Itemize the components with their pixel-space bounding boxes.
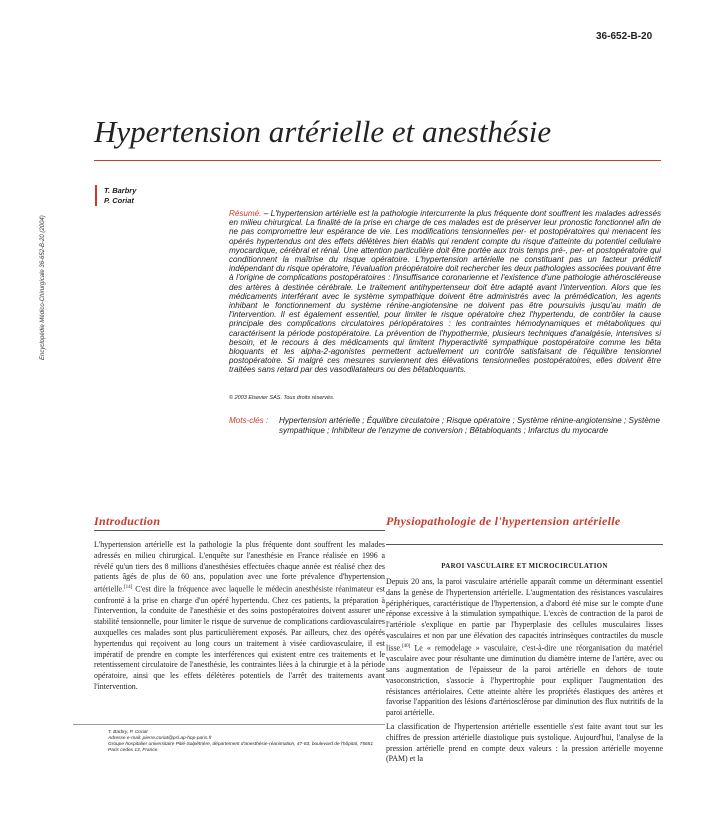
- intro-paragraph-1b: C'est dire la fréquence avec laquelle le médecin anesthésiste réanimateur est confronté à la prise en charge d'un opéré hypertendu. Chez ces patients, la préparation à l'intervention, la conduite de l'anesthésie et des soins postopératoires doivent assurer une stabilité tensionnelle, pour limiter le risque de survenue de complications cardiovasculaires auxquelles ces malades sont plus particulièrement exposés. Par ailleurs, chez des opérés hypertendus qui reçoivent au long cours un traitement à visée cardiovasculaire, il est impératif de prendre en compte les interférences qui existent entre ces traitements et le retentissement circulatoire de l'anesthésie, les contraintes liées à la chirurgie et à la période opératoire, ainsi que les effets délétères potentiels de l'arrêt des traitements avant l'intervention.: [94, 584, 385, 691]
- footnote: [108, 730, 383, 754]
- footnote-email: Adresse e-mail: pierre.coriat@psl.ap-hop-paris.fr: [108, 736, 212, 741]
- author-2: P. Coriat: [104, 196, 134, 205]
- physio-subhead: PAROI VASCULAIRE ET MICROCIRCULATION: [441, 563, 608, 570]
- physio-ref-40[interactable]: [40]: [402, 643, 411, 649]
- physio-paragraph-1b: Le « remodelage » vasculaire, c'est-à-dire une réorganisation du matériel vasculaire avec pour résultante une diminution du diamètre interne de l'artère, avec ou sans augmentation de l'épaisseur de la paroi artérielle en dehors de toute vasoconstriction, s'associe à l'hypertrophie pour expliquer l'augmentation des résistances artériolaires. Cette atteinte altère les propriétés élastiques des artères et favorise l'apparition des lésions d'artériosclérose par diminution des flux nutritifs de la paroi artérielle.: [386, 643, 663, 718]
- intro-ref-14[interactable]: [14]: [124, 585, 133, 591]
- journal-sidebar: Encyclopédie Médico-Chirurgicale 36-652-B-20 (2004): [40, 215, 46, 360]
- physio-paragraph-1: Depuis 20 ans, la paroi vasculaire artérielle apparaît comme un déterminant essentiel dans la genèse de l'hypertension artérielle. L'augmentation des résistances vasculaires périphériques, caractéristique de l'hypertension, a d'abord été mise sur le compte d'une réponse excessive à la stimulation sympathique. L'excès de contraction de la paroi de l'artériole s'explique en partie par l'hyperplasie des cellules musculaires lisses vasculaires et non par une élévation des capacités intrinsèques contractiles du muscle lisse.: [386, 577, 663, 653]
- abstract-label: Résumé.: [229, 209, 262, 218]
- author-1: T. Barbry: [104, 186, 137, 195]
- introduction-body: [94, 540, 385, 693]
- authors-bar: [95, 185, 97, 206]
- article-reference: 36-652-B-20: [596, 31, 653, 42]
- keywords-label: Mots-clés :: [229, 416, 269, 425]
- introduction-rule: [94, 530, 385, 531]
- physio-title: Physiopathologie de l'hypertension artérielle: [386, 514, 621, 528]
- physio-rule: [386, 544, 663, 545]
- authors: [104, 186, 136, 206]
- physio-body: [386, 577, 663, 765]
- abstract: [229, 209, 661, 375]
- article-title: Hypertension artérielle et anesthésie: [94, 114, 552, 149]
- keywords-text: Hypertension artérielle ; Équilibre circulatoire ; Risque opératoire ; Système rénine-angiotensine ; Système sympathique ; Inhibiteur de l'enzyme de conversion ; Bêtabloquants ; Infarctus du myocarde: [279, 416, 661, 435]
- title-rule: [94, 160, 661, 161]
- physio-paragraph-2: La classification de l'hypertension artérielle essentielle s'est faite avant tout sur les chiffres de pression artérielle diastolique puis systolique. Aujourd'hui, l'analyse de la pression artérielle prend en compte deux valeurs : la pression artérielle moyenne (PAM) et la: [386, 721, 663, 764]
- copyright: © 2003 Elsevier SAS. Tous droits réservés.: [229, 395, 335, 401]
- footnote-rule: [73, 724, 385, 725]
- keywords: [229, 416, 661, 436]
- footnote-address: Groupe hospitalier universitaire Pitié-Salpêtrière, département d'anesthésie-réanimation, 47-83, boulevard de l'hôpital, 75651 Paris cedex 13, France.: [108, 742, 374, 753]
- introduction-title: Introduction: [94, 514, 161, 528]
- abstract-text: – L'hypertension artérielle est la pathologie intercurrente la plus fréquente dont souffrent les malades adressés en milieu chirurgical. La finalité de la prise en charge de ces malades est de préserver leur pronostic fonctionnel afin de ne pas compromettre leur espérance de vie. Les modifications tensionnelles per- et postopératoires qui menacent les opérés hypertendus ont des effets délétères bien établis qui rendent compte du risque d'atteinte du potentiel cellulaire myocardique, cérébral et rénal. Une attention particulière doit être portée aux trois temps pré-, per- et postopératoire qui conditionnent la maîtrise du risque opératoire. L'hypertension artérielle ne constituant pas un facteur prédictif indépendant du risque opératoire, l'évaluation préopératoire doit rechercher les deux pathologies associées pouvant être à l'origine de complications postopératoires : l'insuffisance coronarienne et l'existence d'une pathologie athéroscléreuse des artères à destinée cérébrale. Le traitement antihypertenseur doit être adapté avant l'intervention. Alors que les médicaments interférant avec le système sympathique doivent être administrés avec la prémédication, les agents inhibant le fonctionnement du système rénine-angiotensine ne doivent pas être poursuivis jusqu'au matin de l'intervention. Il est également essentiel, pour limiter le risque opératoire chez l'hypertendu, de contrôler la cause principale des complications circulatoires périopératoires : les contraintes hémodynamiques et métaboliques qui caractérisent la période postopératoire. La prévention de l'hypothermie, plusieurs techniques d'analgésie, intensives si besoin, et le recours à des médicaments qui limitent l'hyperactivité sympathique postopératoire comme les bêta bloquants et les alpha-2-agonistes permettent actuellement un contrôle satisfaisant de l'équilibre tensionnel postopératoire. Si malgré ces mesures surviennent des élévations tensionnelles postopératoires, elles doivent être traitées sans retard par des vasodilatateurs ou des bêtabloquants.: [229, 209, 661, 375]
- footnote-authors: T. Barbry, P. Coriat: [108, 730, 148, 735]
- intro-paragraph-1: L'hypertension artérielle est la pathologie la plus fréquente dont souffrent les malades adressés en milieu chirurgical. L'enquête sur l'anesthésie en France réalisée en 1996 a révélé qu'un tiers des 8 millions d'anesthésies effectuées chaque année est réalisé chez des patients âgés de plus de 60 ans, population avec une forte prévalence d'hypertension artérielle.: [94, 540, 385, 594]
